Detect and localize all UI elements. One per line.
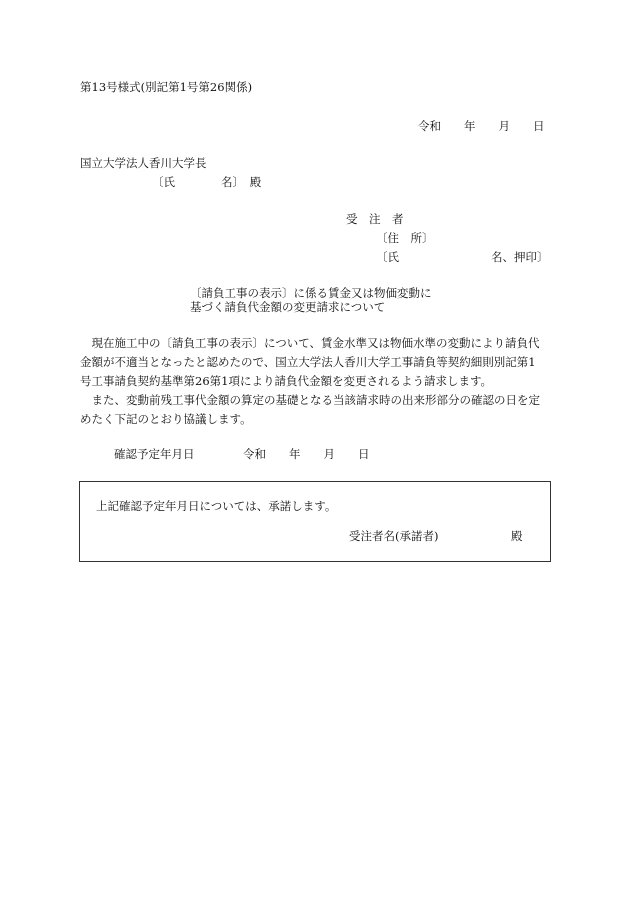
form-header: 第13号様式(別記第1号第26関係) (80, 80, 253, 94)
acceptance-honorific: 殿 (511, 529, 523, 543)
body-line-2: 金額が不適当となったと認めたので、国立大学法人香川大学工事請負等契約細則別記第1 (80, 355, 536, 369)
document-title-line1: 〔請負工事の表示〕に係る賃金又は物価変動に (190, 286, 432, 300)
body-line-3: 号工事請負契約基準第26第1項により請負代金額を変更されるよう請求します。 (80, 374, 493, 388)
body-line-5: めたく下記のとおり協議します。 (80, 412, 252, 426)
body-line-1: 現在施工中の〔請負工事の表示〕について、賃金水準又は物価水準の変動により請負代 (80, 336, 540, 350)
acceptance-text: 上記確認予定年月日については、承諾します。 (96, 499, 337, 513)
document-title-line2: 基づく請負代金額の変更請求について (190, 300, 386, 314)
contractor-name: 〔氏 名、押印〕 (376, 250, 549, 264)
confirmation-date-value: 令和 年 月 日 (243, 447, 370, 461)
contractor-address: 〔住 所〕 (376, 231, 434, 245)
addressee-name: 〔氏 名〕 殿 (152, 175, 262, 189)
acceptance-box (79, 481, 551, 562)
confirmation-date-label: 確認予定年月日 (114, 447, 195, 461)
body-line-4: また、変動前残工事代金額の算定の基礎となる当該請求時の出来形部分の確認の日を定 (80, 393, 540, 407)
submission-date: 令和 年 月 日 (418, 119, 545, 133)
acceptance-signer-label: 受注者名(承諾者) (349, 529, 439, 543)
contractor-label: 受 注 者 (346, 212, 404, 226)
addressee-organization: 国立大学法人香川大学長 (80, 156, 207, 170)
